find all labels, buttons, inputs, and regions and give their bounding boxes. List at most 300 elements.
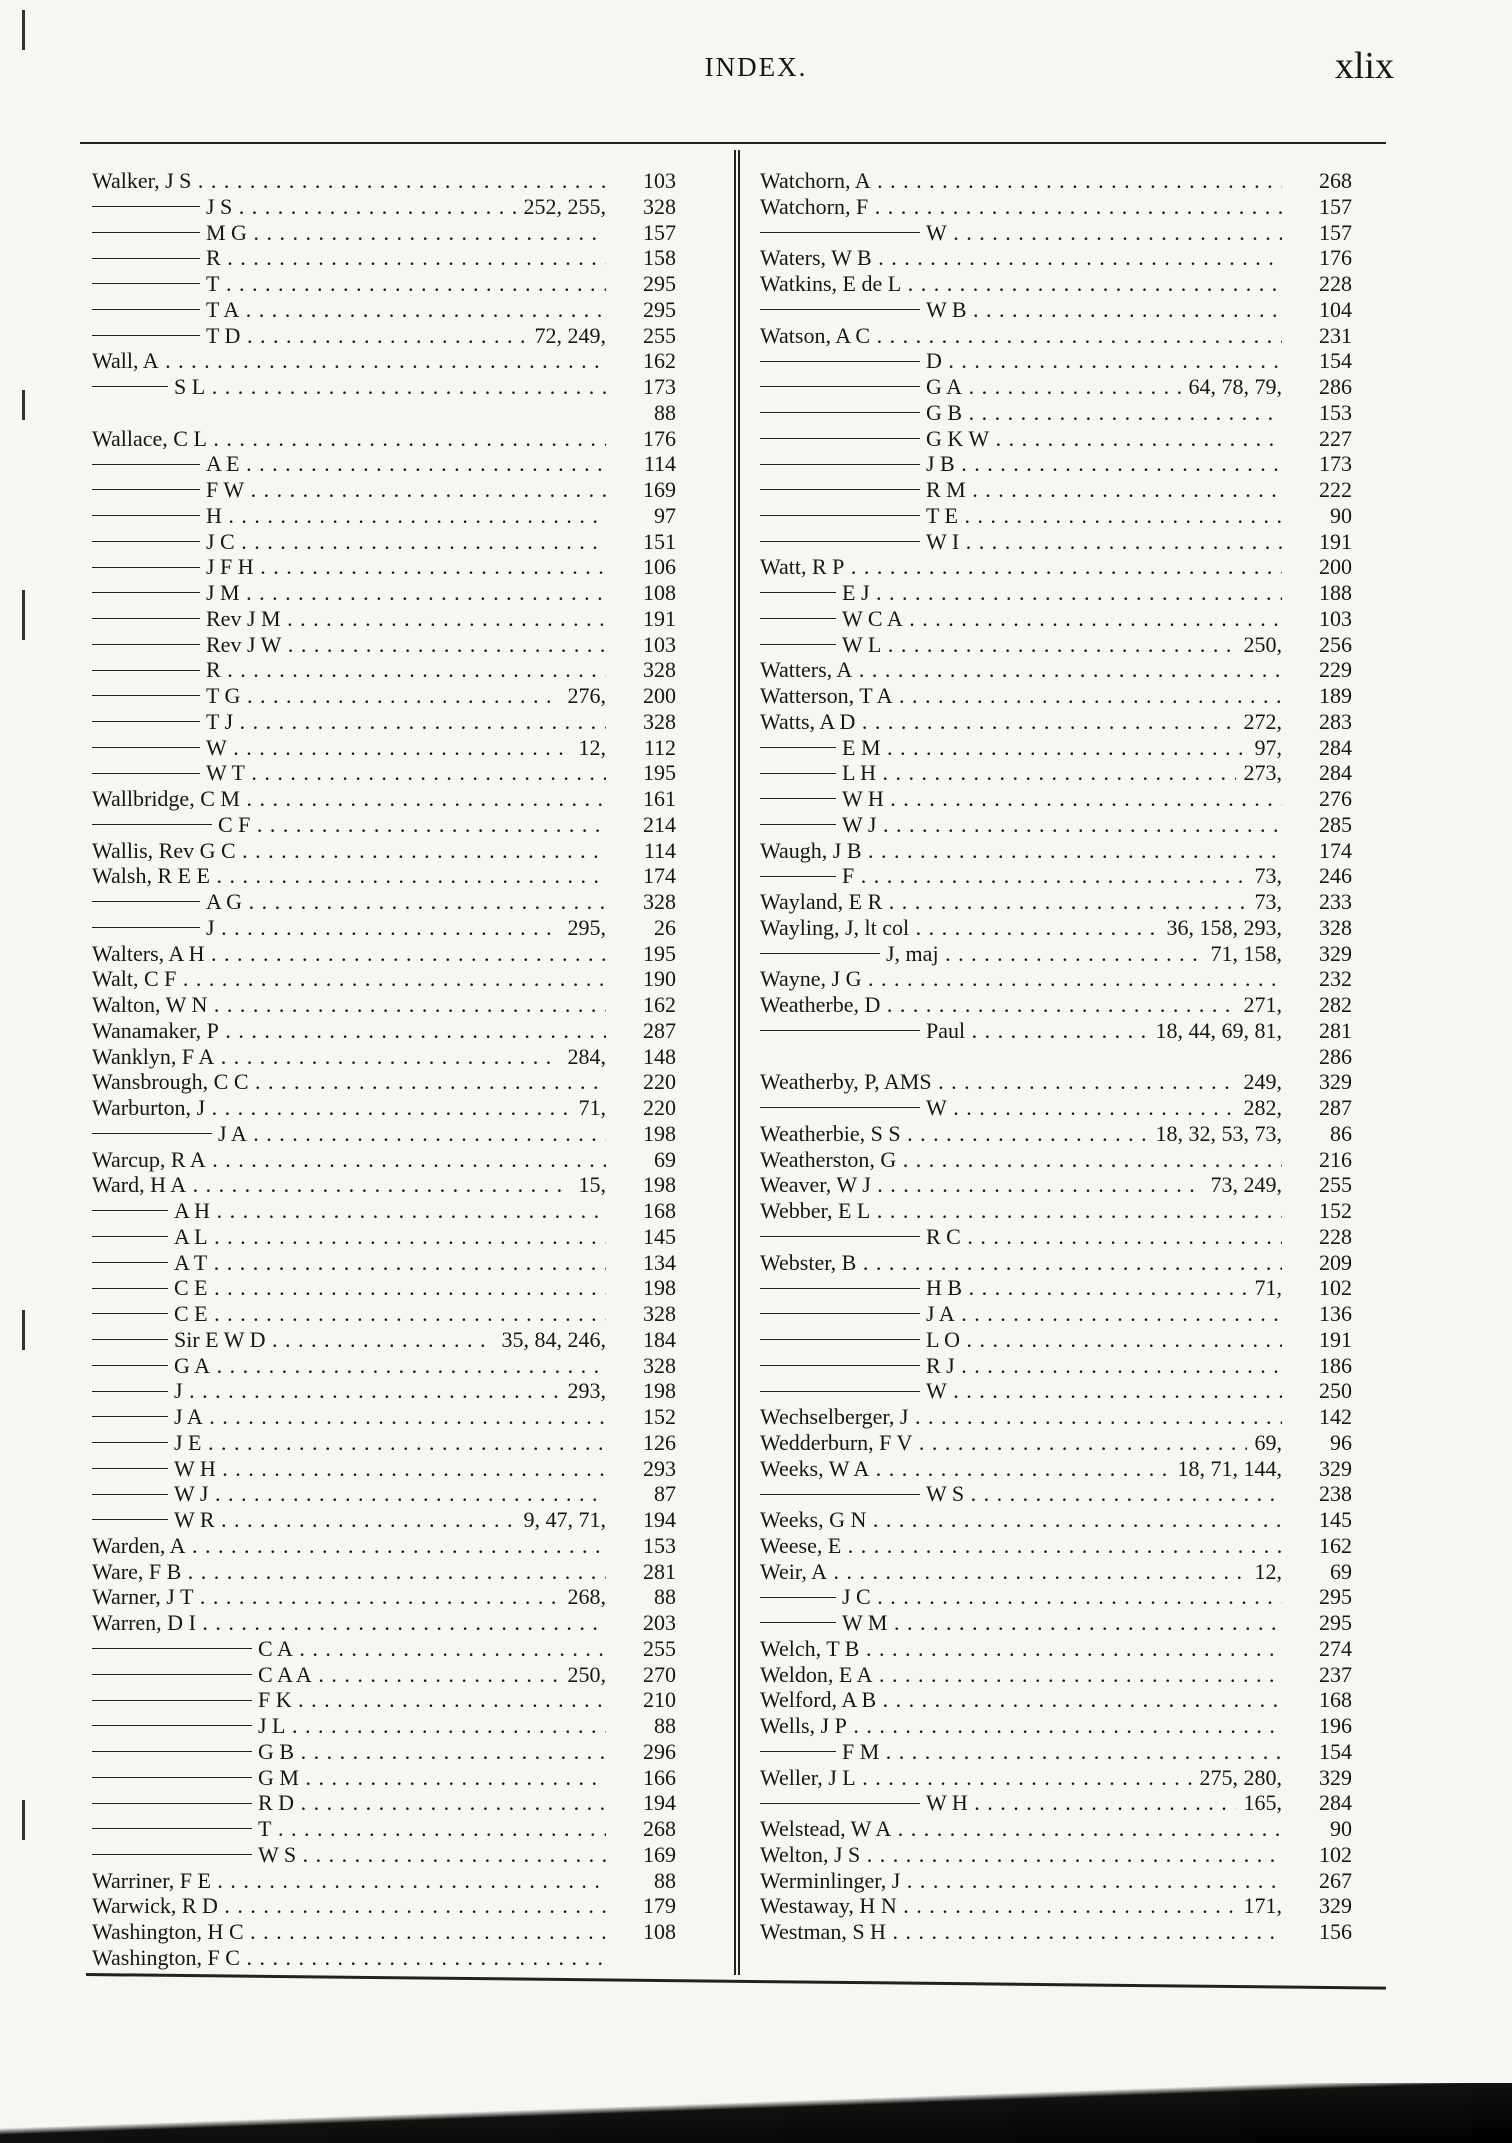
entry-text <box>760 1868 1282 1894</box>
ditto-dash <box>92 1210 168 1211</box>
index-entry <box>760 709 1352 735</box>
index-entry <box>92 580 676 606</box>
entry-text <box>92 1250 606 1276</box>
entry-page: 220 <box>643 1095 676 1120</box>
entry-text <box>92 606 606 632</box>
entry-name: Wedderburn, F V <box>760 1429 913 1455</box>
entry-page: 194 <box>643 1507 676 1532</box>
index-entry <box>92 1713 676 1739</box>
index-entry <box>92 838 676 864</box>
entry-page: 88 <box>654 1584 676 1610</box>
entry-name: C A A <box>258 1661 312 1687</box>
entry-page: 126 <box>643 1429 676 1455</box>
entry-name: Welford, A B <box>760 1687 877 1713</box>
entry-text <box>92 1687 606 1713</box>
entry-text <box>760 1816 1282 1842</box>
entry-name: J M <box>206 580 240 605</box>
index-entry <box>760 863 1352 889</box>
entry-page: 114 <box>643 837 676 863</box>
index-entry <box>92 1172 676 1198</box>
entry-text <box>760 503 1282 529</box>
entry-text <box>92 1610 606 1636</box>
entry-page: 179 <box>643 1893 676 1919</box>
index-entry <box>92 477 676 503</box>
index-entry <box>760 1919 1352 1945</box>
entry-name: D <box>926 348 942 374</box>
entry-page: 255 <box>643 1635 676 1661</box>
ditto-dash <box>92 567 200 568</box>
index-entry <box>92 1353 676 1379</box>
ditto-dash <box>760 1751 836 1752</box>
entry-name: J <box>206 914 215 940</box>
entry-name: Werminlinger, J <box>760 1867 901 1893</box>
entry-text <box>92 1893 606 1919</box>
index-entry <box>92 1687 676 1713</box>
ditto-dash <box>760 1339 920 1340</box>
entry-text <box>760 554 1282 580</box>
entry-name: Wayling, J, lt col <box>760 914 910 940</box>
entry-extra-pages: 9, 47, 71, <box>516 1507 607 1533</box>
entry-text <box>92 374 606 400</box>
entry-name: E J <box>842 580 870 605</box>
entry-name: Walt, C F <box>92 966 177 992</box>
index-entry <box>760 683 1352 709</box>
entry-text <box>92 1018 606 1044</box>
ditto-dash <box>760 1494 920 1495</box>
entry-text <box>760 992 1282 1018</box>
index-entry <box>760 1172 1352 1198</box>
index-entry <box>760 1687 1352 1713</box>
entry-extra-pages: 284, <box>560 1044 607 1070</box>
ditto-dash <box>760 1107 920 1108</box>
entry-name: Walker, J S <box>92 168 192 193</box>
entry-text <box>92 1224 606 1250</box>
index-entry <box>760 1765 1352 1791</box>
entry-page: 198 <box>643 1378 676 1404</box>
entry-page: 157 <box>643 219 676 245</box>
page-title: INDEX. <box>704 52 808 82</box>
index-entry <box>92 1456 676 1482</box>
index-entry <box>760 400 1352 426</box>
entry-name: F <box>842 863 855 889</box>
index-entry <box>92 451 676 477</box>
ditto-dash <box>92 1391 168 1392</box>
ditto-dash <box>760 747 836 748</box>
index-entry <box>760 1790 1352 1816</box>
ditto-dash <box>760 824 836 825</box>
entry-text <box>760 838 1282 864</box>
ditto-dash <box>760 412 920 413</box>
entry-page: 174 <box>1319 837 1352 863</box>
index-entry <box>92 735 676 761</box>
entry-name: Weeks, G N <box>760 1507 867 1532</box>
entry-text <box>760 1147 1282 1173</box>
entry-name: Walton, W N <box>92 992 208 1017</box>
index-entry <box>92 683 676 709</box>
entry-text <box>92 632 606 658</box>
index-entry <box>92 245 676 271</box>
index-entry <box>760 1893 1352 1919</box>
ditto-dash <box>92 1700 252 1701</box>
index-entry <box>92 400 676 426</box>
index-column-right <box>760 168 1352 1945</box>
entry-page: 328 <box>643 708 676 734</box>
entry-name: A L <box>174 1223 208 1249</box>
entry-text <box>92 966 606 992</box>
entry-page: 103 <box>643 168 676 193</box>
entry-name: C F <box>218 811 251 837</box>
entry-page: 162 <box>643 348 676 374</box>
entry-name: F M <box>842 1738 880 1764</box>
entry-text <box>760 1507 1282 1533</box>
entry-name: Washington, H C <box>92 1919 244 1944</box>
index-entry <box>760 168 1352 194</box>
entry-name: T <box>206 271 220 296</box>
entry-name: G K W <box>926 425 990 451</box>
entry-page: 86 <box>1330 1120 1352 1146</box>
entry-name: Watchorn, A <box>760 168 871 193</box>
entry-text <box>92 1584 606 1610</box>
entry-page: 220 <box>643 1069 676 1095</box>
entry-page: 229 <box>1319 657 1352 683</box>
index-entry <box>760 1378 1352 1404</box>
ditto-dash <box>92 1313 168 1314</box>
entry-text <box>760 1301 1282 1327</box>
entry-extra-pages: 171, <box>1236 1893 1283 1919</box>
index-entry <box>92 1224 676 1250</box>
entry-name: Wanamaker, P <box>92 1017 219 1043</box>
entry-name: A E <box>206 451 240 477</box>
entry-text <box>92 220 606 246</box>
index-entry <box>760 966 1352 992</box>
entry-text <box>92 1919 606 1945</box>
entry-page: 284 <box>1319 734 1352 760</box>
entry-name: S L <box>174 374 206 399</box>
entry-name: W R <box>174 1507 215 1532</box>
ditto-dash <box>760 592 836 593</box>
entry-page: 190 <box>643 966 676 992</box>
index-entry <box>760 812 1352 838</box>
index-entry <box>92 1378 676 1404</box>
entry-name: Warden, A <box>92 1532 186 1558</box>
index-entry <box>92 1250 676 1276</box>
entry-page: 222 <box>1319 477 1352 502</box>
entry-name: Wanklyn, F A <box>92 1043 215 1069</box>
entry-name: C E <box>174 1301 208 1326</box>
entry-text <box>760 863 1282 889</box>
ditto-dash <box>760 1803 920 1804</box>
entry-name: T G <box>206 683 241 708</box>
entry-page: 90 <box>1330 502 1352 528</box>
entry-text <box>92 863 606 889</box>
index-entry <box>92 426 676 452</box>
entry-name: Westman, S H <box>760 1919 886 1944</box>
entry-text <box>92 760 606 786</box>
entry-text <box>92 941 606 967</box>
entry-text <box>760 1404 1282 1430</box>
ditto-dash <box>760 1622 836 1623</box>
entry-page: 102 <box>1319 1841 1352 1867</box>
entry-page: 194 <box>643 1790 676 1816</box>
entry-name: Warriner, F E <box>92 1867 211 1893</box>
entry-name: A H <box>174 1198 211 1223</box>
entry-page: 108 <box>643 1919 676 1944</box>
entry-text <box>760 1636 1282 1662</box>
entry-text <box>92 1095 606 1121</box>
index-entry <box>760 1327 1352 1353</box>
entry-text <box>760 1198 1282 1224</box>
entry-name: Watchorn, F <box>760 193 869 219</box>
entry-extra-pages: 64, 78, 79, <box>1181 374 1283 400</box>
entry-text <box>760 1095 1282 1121</box>
entry-page: 276 <box>1319 786 1352 811</box>
index-entry <box>760 915 1352 941</box>
entry-extra-pages: 15, <box>571 1172 607 1198</box>
ditto-dash <box>92 670 200 671</box>
entry-name: T A <box>206 296 240 322</box>
entry-name: Welch, T B <box>760 1635 860 1661</box>
entry-name: Wansbrough, C C <box>92 1069 249 1095</box>
index-entry <box>92 889 676 915</box>
index-entry <box>760 451 1352 477</box>
index-entry <box>760 1868 1352 1894</box>
header-rule <box>80 142 1386 144</box>
entry-extra-pages: 73, <box>1247 863 1283 889</box>
entry-text <box>760 348 1282 374</box>
entry-page: 87 <box>654 1481 676 1507</box>
index-entry <box>760 1739 1352 1765</box>
index-entry <box>760 1404 1352 1430</box>
entry-page: 256 <box>1319 631 1352 657</box>
entry-name: A G <box>206 889 243 914</box>
entry-text <box>760 1559 1282 1585</box>
entry-name: J, maj <box>886 940 939 966</box>
entry-text <box>92 1868 606 1894</box>
entry-text <box>760 812 1282 838</box>
entry-page: 295 <box>643 271 676 296</box>
entry-extra-pages: 73, 249, <box>1203 1172 1283 1198</box>
entry-name: Wallace, C L <box>92 425 207 451</box>
entry-text <box>92 297 606 323</box>
entry-text <box>760 1584 1282 1610</box>
entry-page: 148 <box>643 1043 676 1069</box>
index-entry <box>760 580 1352 606</box>
entry-text <box>760 297 1282 323</box>
index-entry <box>92 1327 676 1353</box>
entry-name: Warwick, R D <box>92 1893 218 1919</box>
entry-extra-pages: 35, 84, 246, <box>494 1327 607 1353</box>
entry-page: 328 <box>643 1301 676 1326</box>
entry-name: R M <box>926 477 966 502</box>
entry-text <box>92 1404 606 1430</box>
ditto-dash <box>92 283 200 284</box>
index-entry <box>92 1121 676 1147</box>
index-entry <box>760 657 1352 683</box>
entry-page: 151 <box>643 528 676 554</box>
entry-extra-pages: 18, 32, 53, 73, <box>1148 1121 1283 1147</box>
entry-page: 188 <box>1319 580 1352 605</box>
entry-text <box>760 966 1282 992</box>
ditto-dash <box>92 1288 168 1289</box>
entry-text <box>92 812 606 838</box>
index-entry <box>92 1533 676 1559</box>
entry-text <box>92 426 606 452</box>
ditto-dash <box>92 541 200 542</box>
index-entry <box>760 1610 1352 1636</box>
entry-text <box>92 1713 606 1739</box>
index-entry <box>760 1481 1352 1507</box>
entry-page: 191 <box>1319 528 1352 554</box>
entry-text <box>92 1481 606 1507</box>
index-entry <box>92 1301 676 1327</box>
entry-page: 328 <box>1319 914 1352 940</box>
entry-name: F K <box>258 1687 292 1713</box>
index-entry <box>760 194 1352 220</box>
entry-text <box>760 1713 1282 1739</box>
ditto-dash <box>92 232 200 233</box>
entry-page: 102 <box>1319 1275 1352 1301</box>
index-entry <box>92 168 676 194</box>
entry-name: M G <box>206 219 247 245</box>
ditto-dash <box>760 386 920 387</box>
entry-text <box>92 168 606 194</box>
index-column-left <box>92 168 676 1971</box>
index-entry <box>92 786 676 812</box>
index-entry <box>92 1018 676 1044</box>
index-entry <box>760 992 1352 1018</box>
ditto-dash <box>92 1725 252 1726</box>
entry-page: 287 <box>643 1017 676 1043</box>
index-entry <box>92 632 676 658</box>
entry-page: 228 <box>1319 1223 1352 1249</box>
entry-text <box>760 760 1282 786</box>
entry-name: J A <box>218 1120 247 1146</box>
entry-extra-pages: 73, <box>1247 889 1283 915</box>
entry-name: Watts, A D <box>760 708 856 734</box>
ditto-dash <box>92 258 200 259</box>
entry-text <box>760 426 1282 452</box>
ditto-dash <box>92 1674 252 1675</box>
entry-extra-pages: 71, 158, <box>1203 941 1283 967</box>
entry-page: 329 <box>1319 1893 1352 1919</box>
entry-name: Warcup, R A <box>92 1146 206 1172</box>
index-entry <box>92 992 676 1018</box>
footer-rule <box>86 1973 1386 1990</box>
ditto-dash <box>760 1236 920 1237</box>
entry-name: C A <box>258 1635 293 1661</box>
index-entry <box>92 1584 676 1610</box>
entry-page: 295 <box>643 296 676 322</box>
index-entry <box>92 1507 676 1533</box>
entry-page: 255 <box>643 322 676 348</box>
entry-page: 184 <box>643 1326 676 1352</box>
index-entry <box>760 1559 1352 1585</box>
entry-name: W J <box>842 811 877 837</box>
ditto-dash <box>760 1391 920 1392</box>
ditto-dash <box>92 1854 252 1855</box>
entry-text <box>92 271 606 297</box>
entry-page: 173 <box>1319 451 1352 477</box>
index-entry <box>92 1044 676 1070</box>
entry-text <box>760 657 1282 683</box>
margin-mark <box>22 10 25 50</box>
entry-name: G A <box>174 1352 211 1378</box>
entry-extra-pages: 18, 71, 144, <box>1170 1456 1283 1482</box>
index-entry <box>760 1816 1352 1842</box>
entry-page: 103 <box>1319 605 1352 631</box>
entry-page: 88 <box>654 1867 676 1893</box>
entry-page: 154 <box>1319 348 1352 374</box>
entry-name: Weir, A <box>760 1558 827 1584</box>
entry-page: 329 <box>1319 1069 1352 1095</box>
entry-page: 186 <box>1319 1352 1352 1378</box>
entry-name: Ware, F B <box>92 1558 182 1584</box>
entry-name: Sir E W D <box>174 1326 266 1352</box>
entry-name: J B <box>926 451 955 477</box>
entry-text <box>92 1559 606 1585</box>
entry-name: Wayne, J G <box>760 966 862 992</box>
ditto-dash <box>92 1365 168 1366</box>
entry-extra-pages: 12, <box>1247 1559 1283 1585</box>
index-entry <box>92 1945 676 1971</box>
entry-name: W C A <box>842 605 903 631</box>
index-entry <box>92 1868 676 1894</box>
ditto-dash <box>760 773 836 774</box>
index-entry <box>92 554 676 580</box>
index-entry <box>760 1018 1352 1044</box>
entry-name: Weldon, E A <box>760 1661 873 1687</box>
entry-text <box>92 1172 606 1198</box>
entry-text <box>760 1378 1282 1404</box>
entry-page: 284 <box>1319 760 1352 786</box>
index-entry <box>92 1559 676 1585</box>
ditto-dash <box>760 618 836 619</box>
entry-name: J A <box>926 1301 955 1326</box>
index-entry <box>92 1893 676 1919</box>
entry-text <box>92 1275 606 1301</box>
index-entry <box>92 812 676 838</box>
entry-page: 191 <box>643 605 676 631</box>
entry-page: 296 <box>643 1738 676 1764</box>
entry-page: 104 <box>1319 296 1352 322</box>
entry-name: Weatherston, G <box>760 1146 897 1172</box>
entry-page: 200 <box>643 683 676 708</box>
entry-name: Warner, J T <box>92 1584 194 1610</box>
index-entry <box>92 941 676 967</box>
ditto-dash <box>92 335 200 336</box>
entry-name: Wallis, Rev G C <box>92 837 236 863</box>
entry-page: 152 <box>643 1404 676 1429</box>
entry-text <box>760 1893 1282 1919</box>
entry-page: 103 <box>643 631 676 657</box>
index-entry <box>92 1842 676 1868</box>
entry-text <box>92 451 606 477</box>
entry-name: R C <box>926 1223 961 1249</box>
entry-page: 158 <box>643 245 676 271</box>
entry-page: 161 <box>643 786 676 811</box>
ditto-dash <box>92 1236 168 1237</box>
index-entry <box>760 606 1352 632</box>
entry-page: 286 <box>1319 1043 1352 1069</box>
ditto-dash <box>760 489 920 490</box>
entry-name: G M <box>258 1764 299 1790</box>
entry-extra-pages: 250, <box>1236 632 1283 658</box>
entry-text <box>92 1044 606 1070</box>
entry-text <box>92 1456 606 1482</box>
entry-text <box>760 1430 1282 1456</box>
entry-name: Rev J M <box>206 605 281 631</box>
index-entry <box>760 1507 1352 1533</box>
